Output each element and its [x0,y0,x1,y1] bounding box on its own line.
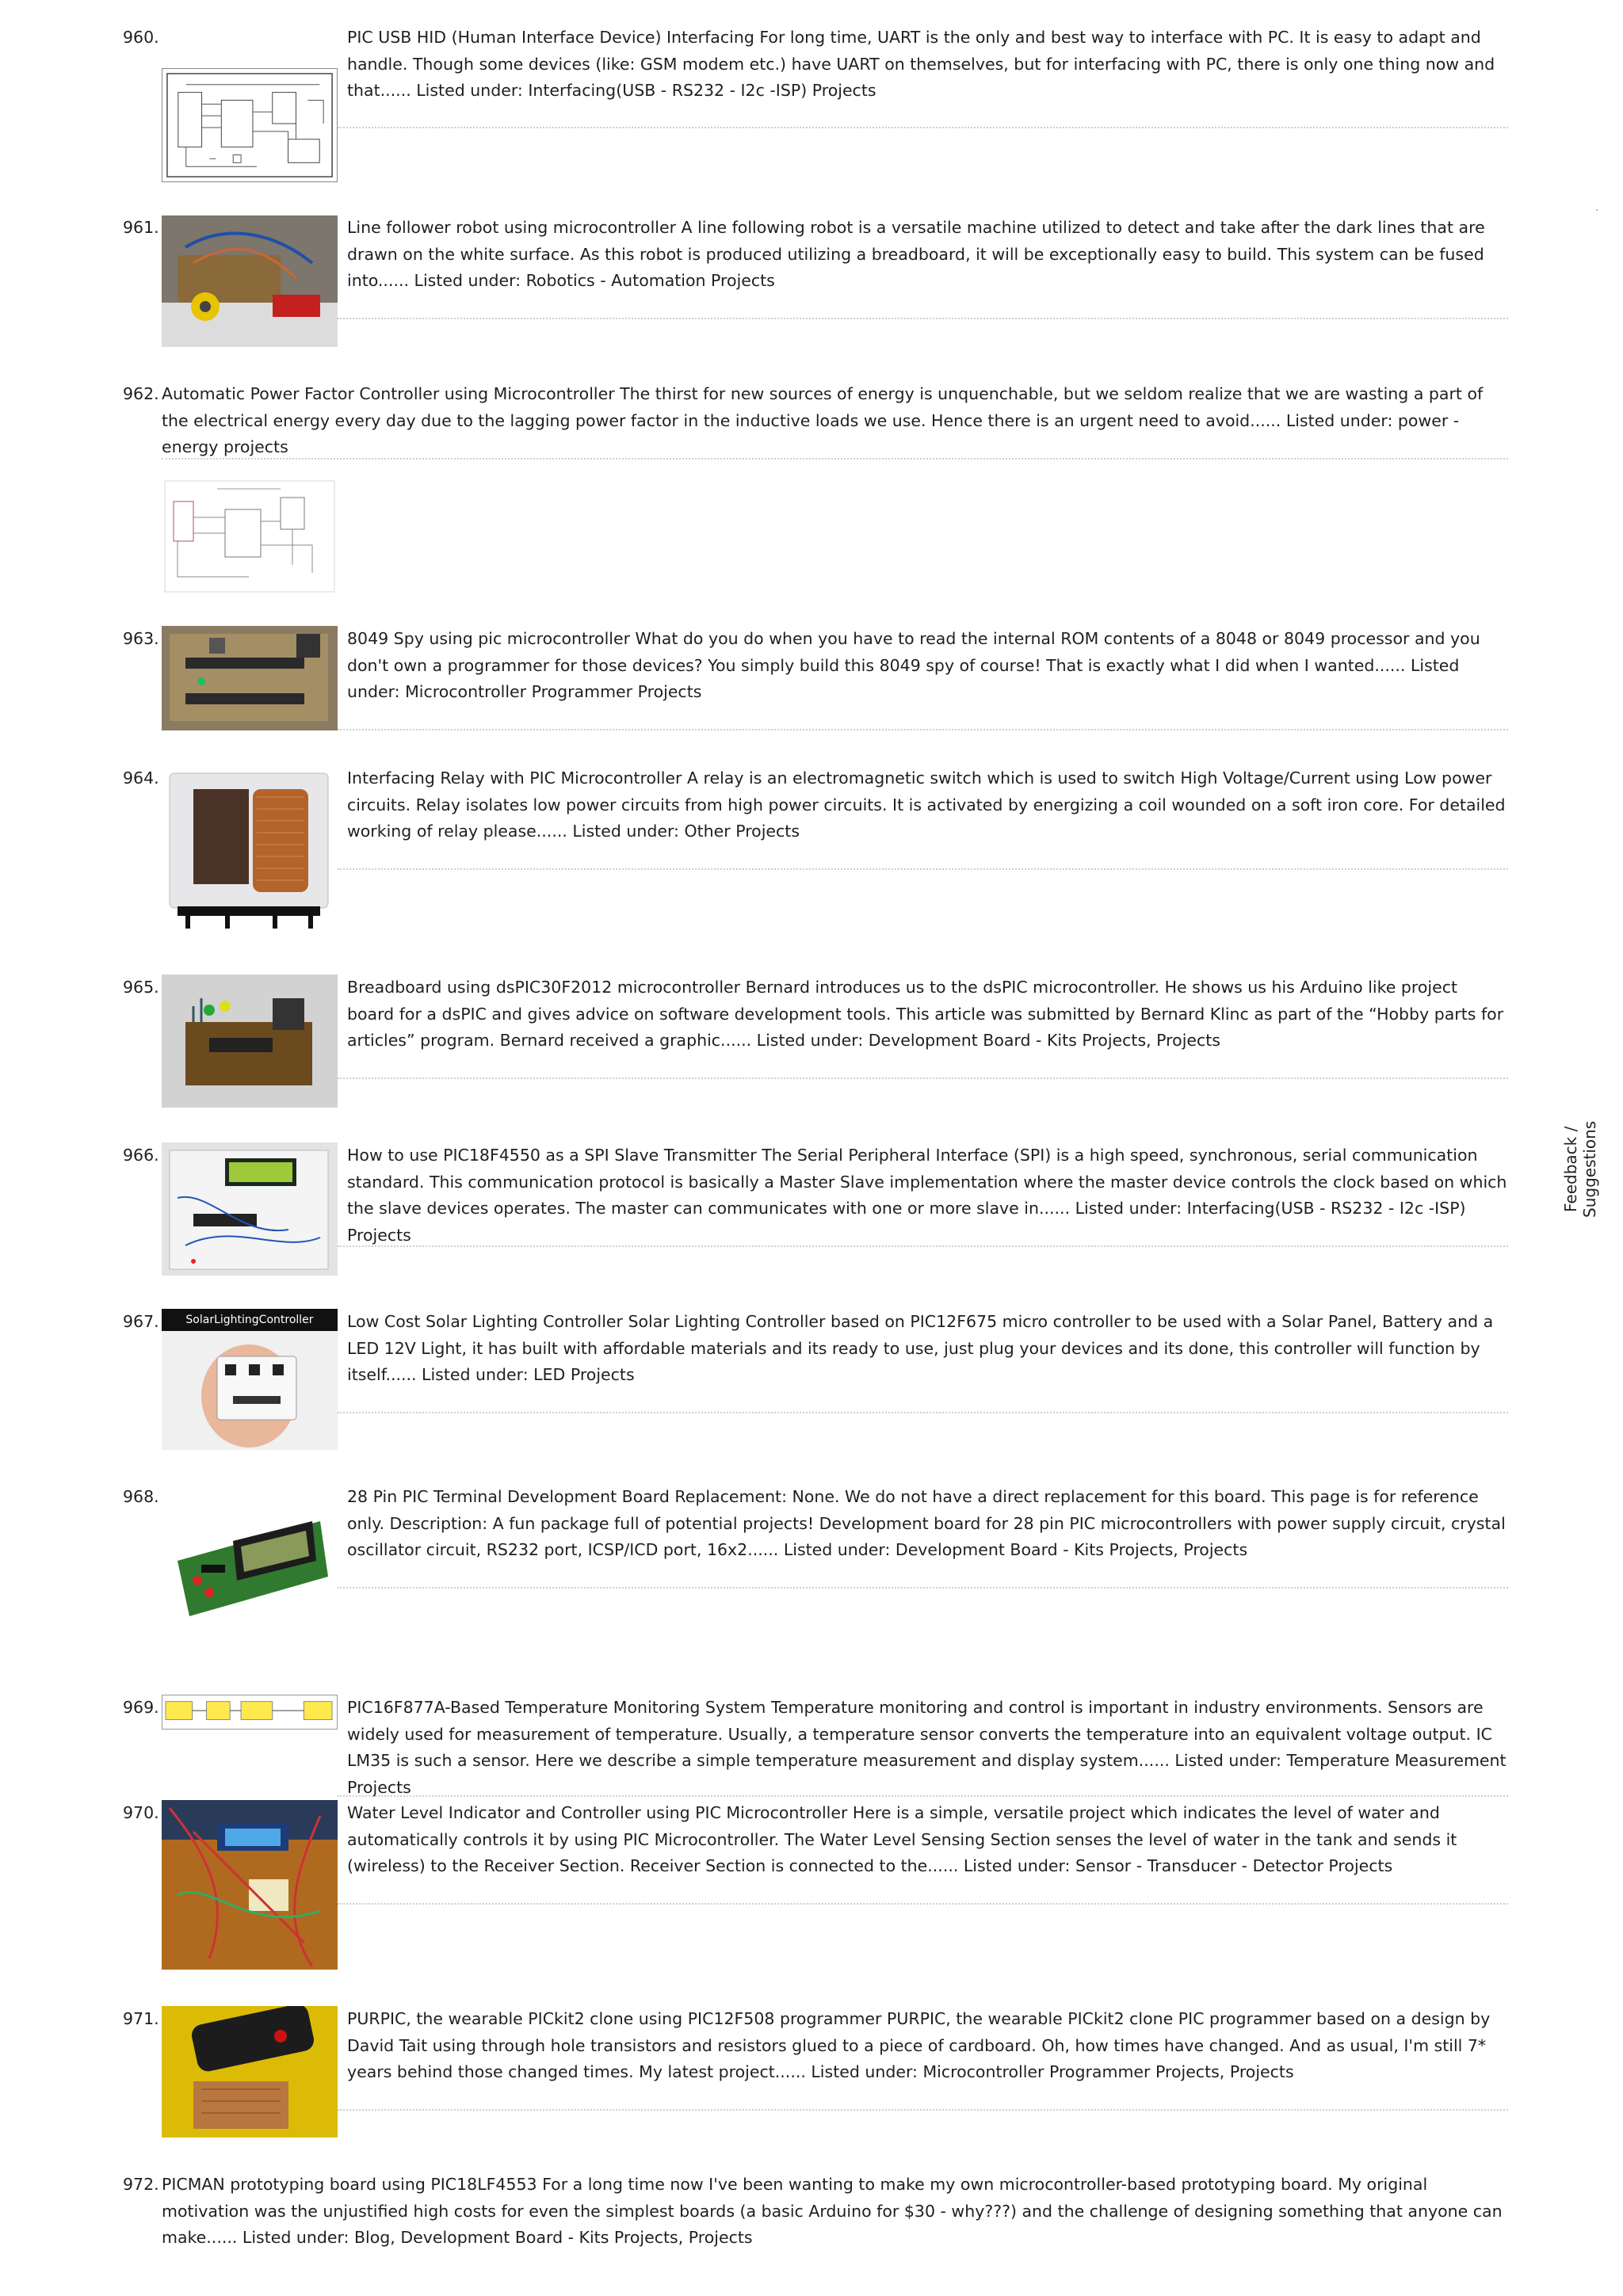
project-thumbnail[interactable] [162,626,338,730]
separator [338,2109,1508,2111]
project-thumbnail[interactable] [162,1309,338,1450]
separator [338,868,1508,870]
project-description[interactable]: Automatic Power Factor Controller using Microcontroller The thirst for new sources of energy is unquenchable, but we seldom realize that we are wasting a part of the electrical energy every day due to the lagging power factor in the inductive loads we use. Hence there is an urgent need to avoid...... Listed under: power - energy projects [162,384,1484,456]
project-thumbnail[interactable] [162,1505,338,1623]
item-number: 970. [123,1803,159,1822]
project-description[interactable]: PIC16F877A-Based Temperature Monitoring System Temperature monitoring and control is important in industry environments. Sensors are widely used for measurement of temperature. Usually, a temperature sensor converts the temperature into an equivalent voltage output. IC LM35 is such a sensor. Here we describe a simple temperature measurement and display system...... Listed under: Temperature Measurement Projects [347,1698,1507,1797]
project-description[interactable]: PURPIC, the wearable PICkit2 clone using PIC12F508 programmer PURPIC, the wearable PICkit2 clone PIC programmer based on a design by David Tait using through hole transistors and resistors glued to a piece of cardboard. Oh, how times have changed. And as usual, I'm still 7* years behind those changed times. My latest project...... Listed under: Microcontroller Programmer Projects, Projects [347,2009,1491,2081]
project-thumbnail[interactable] [162,1142,338,1276]
separator [338,1077,1508,1079]
item-number: 971. [123,2009,159,2028]
item-number: 968. [123,1487,159,1506]
separator [338,127,1508,128]
project-thumbnail[interactable] [162,974,338,1108]
project-description[interactable]: Breadboard using dsPIC30F2012 microcontroller Bernard introduces us to the dsPIC microcontroller. He shows us his Arduino like project board for a dsPIC and gives advice on software development tools. This article was submitted by Bernard Klinc as part of the “Hobby parts for articles” program. Bernard received a graphic...... Listed under: Development Board - Kits Projects, Projects [347,978,1504,1050]
item-number: 967. [123,1312,159,1331]
item-number: 972. [123,2175,159,2194]
thumbnail-caption: SolarLightingController [162,1309,338,1331]
project-thumbnail[interactable] [162,1695,338,1730]
project-thumbnail[interactable] [162,2006,338,2138]
separator [338,1412,1508,1413]
project-description[interactable]: Line follower robot using microcontroller A line following robot is a versatile machine utilized to detect and take after the dark lines that are drawn on the white surface. As this robot is produced utilizing a breadboard, it will be exceptionally easy to build. This system can be fused into...... Listed under: Robotics - Automation Projects [347,218,1485,290]
project-description[interactable]: 8049 Spy using pic microcontroller What do you do when you have to read the internal ROM contents of a 8048 or 8049 processor and you don't own a programmer for those devices? You simply build this 8049 spy of course! That is exactly what I did when I wanted...... Listed under: Microcontroller Programmer Projects [347,629,1480,701]
separator [338,1795,1508,1797]
project-thumbnail[interactable] [162,1800,338,1970]
project-thumbnail[interactable] [162,478,338,595]
project-description[interactable]: PICMAN prototyping board using PIC18LF4553 For a long time now I've been wanting to make my own microcontroller-based prototyping board. My original motivation was the unjustified high costs for even the simplest boards (a basic Arduino for $30 - why???) and the challenge of designing something that anyone can make...... Listed under: Blog, Development Board - Kits Projects, Projects [162,2175,1503,2247]
project-description[interactable]: Water Level Indicator and Controller using PIC Microcontroller Here is a simple, versatile project which indicates the level of water and automatically controls it by using PIC Microcontroller. The Water Level Sensing Section senses the level of water in the tank and sends it (wireless) to the Receiver Section. Receiver Section is connected to the...... Listed under: Sensor - Transducer - Detector Projects [347,1803,1457,1875]
decorative-dot [1596,209,1598,211]
project-description[interactable]: Interfacing Relay with PIC Microcontroller A relay is an electromagnetic switch which is used to switch High Voltage/Current using Low power circuits. Relay isolates low power circuits from high power circuits. It is activated by energizing a coil wounded on a soft iron core. For detailed working of relay please...... Listed under: Other Projects [347,769,1506,841]
separator [338,1903,1508,1905]
project-thumbnail[interactable] [162,68,338,182]
separator [162,458,1508,460]
item-number: 966. [123,1146,159,1165]
separator [338,729,1508,730]
project-description[interactable]: 28 Pin PIC Terminal Development Board Replacement: None. We do not have a direct replacement for this board. This page is for reference only. Description: A fun package full of potential projects! Development board for 28 pin PIC microcontrollers with power supply circuit, crystal oscillator circuit, RS232 port, ICSP/ICD port, 16x2...... Listed under: Development Board - Kits Projects, Projects [347,1487,1506,1559]
separator [338,1245,1508,1247]
project-description[interactable]: PIC USB HID (Human Interface Device) Interfacing For long time, UART is the only and best way to interface with PC. It is easy to adapt and handle. Though some devices (like: GSM modem etc.) have UART on themselves, but for interfacing with PC, there is only one thing now and that...... Listed under: Interfacing(USB - RS232 - I2c -ISP) Projects [347,28,1495,100]
item-number: 960. [123,28,159,47]
separator [338,1587,1508,1589]
separator [338,318,1508,319]
project-description[interactable]: Low Cost Solar Lighting Controller Solar Lighting Controller based on PIC12F675 micro controller to be used with a Solar Panel, Battery and a LED 12V Light, it has built with affordable materials and its ready to use, just plug your devices and its done, this controller will function by itself...... Listed under: LED Projects [347,1312,1494,1384]
item-number: 964. [123,769,159,788]
feedback-tab[interactable]: Feedback / Suggestions [1561,1120,1599,1219]
item-number: 965. [123,978,159,997]
item-number: 961. [123,218,159,237]
item-number: 969. [123,1698,159,1717]
project-thumbnail[interactable] [162,215,338,347]
project-thumbnail[interactable] [162,765,338,935]
project-description[interactable]: How to use PIC18F4550 as a SPI Slave Transmitter The Serial Peripheral Interface (SPI) is a high speed, synchronous, serial communication standard. This communication protocol is basically a Master Slave implementation where the master device controls the clock based on which the slave devices operates. The master can communicates with one or more slave in...... Listed under: Interfacing(USB - RS232 - I2c -ISP) Projects [347,1146,1507,1245]
item-number: 962. [123,384,159,403]
item-number: 963. [123,629,159,648]
